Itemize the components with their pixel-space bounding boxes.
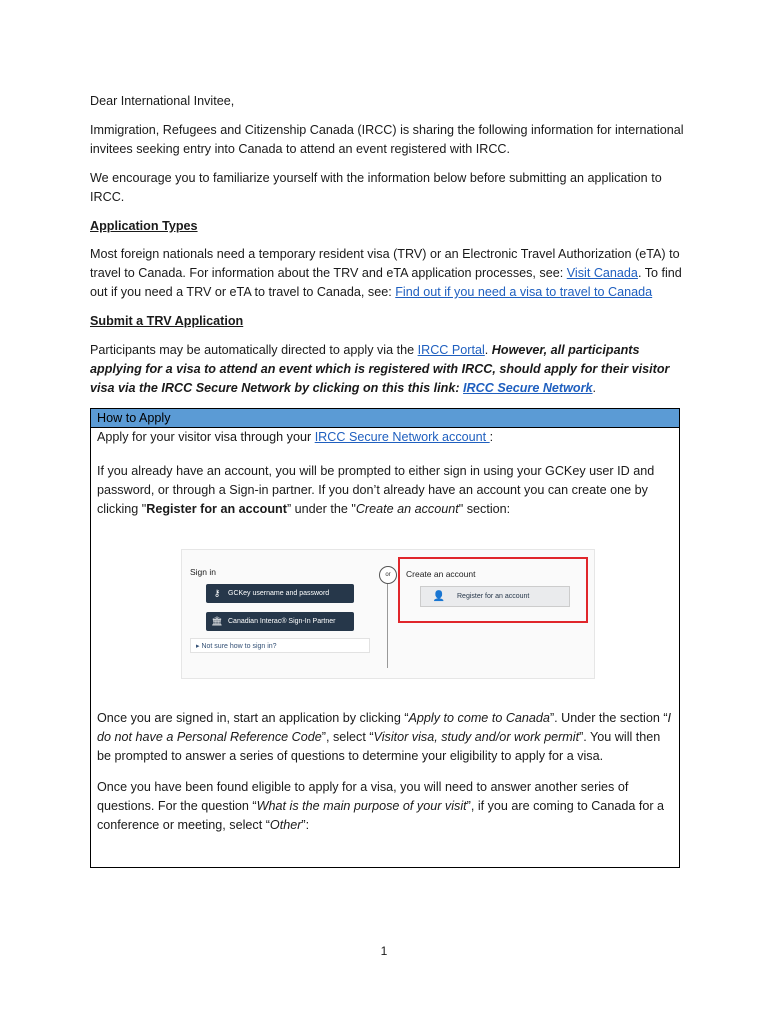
page-number: 1	[380, 944, 388, 958]
visit-canada-link[interactable]: Visit Canada	[566, 266, 638, 280]
register-account-button[interactable]: 👤 Register for an account	[420, 586, 570, 607]
secure-network-account-link[interactable]: IRCC Secure Network account	[314, 430, 490, 444]
gckey-button[interactable]: ⚷ GCKey username and password	[206, 584, 354, 603]
how-to-signed-in-paragraph: Once you are signed in, start an application by clicking “Apply to come to Canada”. Under the section “I do not have a Personal Reference Code”, select “Visitor visa, study and/or work permit”. You will then be prompted to answer a series of questions to determine your eligibility to apply for a visa.	[97, 711, 672, 763]
create-account-title: Create an account	[406, 569, 476, 579]
not-sure-how-to-sign-in-link[interactable]: ▸ Not sure how to sign in?	[190, 638, 370, 653]
or-badge: or	[379, 566, 397, 584]
bank-icon: 🏛	[211, 616, 223, 626]
or-divider-line	[387, 576, 388, 668]
how-to-eligible-paragraph: Once you have been found eligible to apply for a visa, you will need to answer another series of questions. For the question “What is the main purpose of your visit”, if you are coming to Canada for a conference or meeting, select “Other”:	[97, 780, 665, 832]
intro-paragraph: Immigration, Refugees and Citizenship Canada (IRCC) is sharing the following information for international invitees seeking entry into Canada to attend an event registered with IRCC.	[90, 123, 684, 156]
how-to-line1: Apply for your visitor visa through your IRCC Secure Network account :	[97, 430, 494, 444]
how-to-account-paragraph: If you already have an account, you will be prompted to either sign in using your GCKey user ID and password, or through a Sign-in partner. If you don’t already have an account you can create one by clicking "Register for an account” under the "Create an account" section:	[97, 464, 655, 516]
encourage-paragraph: We encourage you to familiarize yourself with the information below before submitting an application to IRCC.	[90, 171, 662, 204]
sign-in-title: Sign in	[190, 567, 216, 577]
ircc-portal-link[interactable]: IRCC Portal	[417, 343, 485, 357]
how-to-apply-header: How to Apply	[91, 409, 679, 428]
application-types-heading: Application Types	[90, 219, 198, 233]
application-types-paragraph: Most foreign nationals need a temporary resident visa (TRV) or an Electronic Travel Authorization (eTA) to travel to Canada. For information about the TRV and eTA application processes, see: Visit Canada. To find out if you need a TRV or eTA to travel to Canada, see: Find out if you need a visa to travel to Canada	[90, 247, 682, 299]
sign-in-screenshot	[181, 549, 595, 679]
salutation: Dear International Invitee,	[90, 94, 235, 108]
interac-partner-button[interactable]: 🏛 Canadian Interac® Sign-In Partner	[206, 612, 354, 631]
ircc-secure-network-link[interactable]: IRCC Secure Network	[463, 381, 593, 395]
create-account-highlight	[398, 557, 588, 623]
submit-trv-heading: Submit a TRV Application	[90, 314, 244, 328]
how-to-apply-box	[90, 408, 680, 868]
triangle-right-icon: ▸	[196, 643, 200, 650]
key-icon: ⚷	[213, 588, 221, 598]
trv-paragraph: Participants may be automatically directed to apply via the IRCC Portal. However, all participants applying for a visa to attend an event which is registered with IRCC, should apply for their visitor visa via the IRCC Secure Network by clicking on this this link: IRCC Secure Network.	[90, 343, 670, 395]
user-icon: 👤	[432, 591, 446, 602]
visa-requirement-link[interactable]: Find out if you need a visa to travel to Canada	[395, 285, 653, 299]
